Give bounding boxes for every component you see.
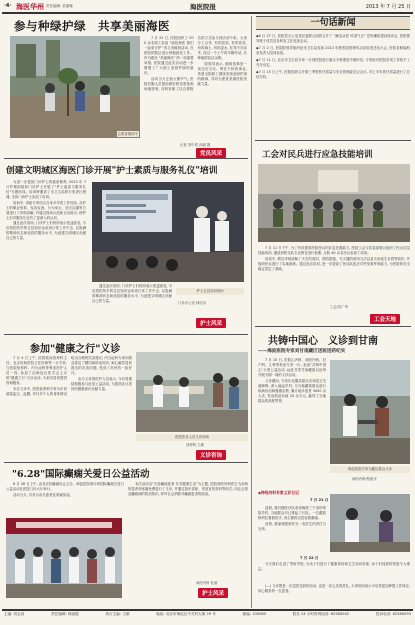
center-title: 海医院报 xyxy=(190,3,216,11)
masthead-rule xyxy=(2,12,413,14)
footer-item: 邮编: 100080 xyxy=(242,612,266,616)
paragraph: 6 月 28 日上午, 由北京抗癫痫协会主办、海淀医院承办的国际癫痫关爱日公益活动在医院门诊大厅举行。 xyxy=(6,482,124,491)
paragraph: 为进一步提高门诊护士的素质修养, 2013 年 7 月护理部组织门诊护士开展了"护士素质与服务礼仪"专题培训。培训特邀请了市卫生局的专家进行授课, 全体门诊护士参加了培训。 xyxy=(6,180,86,199)
section-tag: 护士风采 xyxy=(196,318,226,328)
union-body xyxy=(258,246,410,300)
article2-byline: 门诊办公室 林洁芬 xyxy=(178,301,207,305)
gannan-clinic-photo xyxy=(330,360,410,464)
paragraph: 本次义诊中, 医院营养科专家为市民测量血压、血糖, 并针对个人的身体情况给出合理的饮食建议; 内分泌科专家向群众普及了糖尿病防治知识, 耐心解答居民提出的各类问题, 受到了市民的一致好评。 xyxy=(6,356,132,396)
masthead xyxy=(2,2,413,12)
list-item: ◆7 月 2 日, 医院院领导组织赴市卫生局参加 2013 年度医院管理年活动检查总结大会, 医院各职能科室负责人陪同参加。 xyxy=(256,46,410,55)
section-tag: 党员风采 xyxy=(196,148,226,158)
section-rule xyxy=(4,334,248,335)
footer xyxy=(4,612,411,622)
union-title: 工会对民兵进行应急技能培训 xyxy=(262,150,373,160)
photo-caption: 海淀医院专家为藏区群众义诊 xyxy=(330,466,410,473)
article4-body-right xyxy=(128,482,248,578)
paragraph: 培训中, 教官详细讲解了火灾的成因、预防措施、灭火器的使用方法以及火场逃生自救等知识, 并组织民兵进行了实地演练。通过此次培训, 进一步提高了民兵队伍应对突发事件的能力, 为医院的安全稳定奠定了基础。 xyxy=(258,256,410,271)
section-rule xyxy=(255,140,411,141)
diary-body xyxy=(258,506,326,554)
paragraph: 此刻, 我深深感到作为一名医生的责任与光荣。 xyxy=(258,521,326,531)
section-rule xyxy=(255,326,411,327)
article3-byline: 营养科 王颖 xyxy=(186,443,205,447)
editor-credit: 责任编辑: 袁丽娜 xyxy=(46,4,73,8)
footer-item: 执行主编: 王颖 xyxy=(105,612,130,616)
article4-body-left xyxy=(6,482,124,516)
section-tag: 义诊咨询 xyxy=(196,450,226,460)
epilepsy-day-photo-art xyxy=(6,518,122,598)
paragraph: 7 月 4 日上午, 医院临床营养科主任、北京协和医院主任医师等一行专家, 与医院营养科、内分泌科等科室医护人员一同, 参加了由海淀区医学会主办的"健康之行"义诊活动, 为来访居民提供咨询服务。 xyxy=(6,356,67,385)
article4-byline: 神经内科 杜丽 xyxy=(196,581,218,585)
clinic-consultation-photo-art xyxy=(136,352,248,432)
paragraph: 培训中, 讲座专家结合自身多年的工作经验, 从护士的职业形象、仪容仪表、行为举止、语言沟通等方面进行了详细讲解, 并通过现场示范和互动练习, 使护士们对服务礼仪有了更深入的认识。 xyxy=(6,200,86,220)
article5-subtitle: ——海淀医院专家刘甘南藏区送医送药纪实 xyxy=(258,349,346,354)
article3-body xyxy=(6,356,132,454)
article1-body xyxy=(144,36,247,142)
paragraph: 今天我们走进了寄宿学校, 为孩子们进行了健康体检和卫生知识讲座, 孩子们纯真的笑脸令人难忘。 xyxy=(258,562,410,571)
paragraph: 清晨, 我们随医疗队来到海拔三千米的草原乡村, 当地群众早已排起了长队。一位藏族阿妈拉着我的手, 用生硬的汉语说着谢谢。 xyxy=(258,506,326,520)
paper-name: 海医华州 xyxy=(16,2,44,11)
photo-caption: 医院医务人员义诊现场 xyxy=(136,434,248,441)
page-number: ·4· xyxy=(4,3,12,9)
list-item: ◆7 月 15 日上午, 医院组织召开第三季度医疗质量与安全管理委员会会议, 对上半年医疗质量进行了总结分析。 xyxy=(256,70,410,79)
exam-photo-art xyxy=(330,494,410,552)
article5-title: 共铸中国心 义诊到甘南 xyxy=(268,336,378,347)
exam-photo xyxy=(330,494,410,552)
list-item: ◆7 月 11 日, 北京市卫生局专家一行到医院进行重点专科建设中期评估, 专家组对医院各项工作给予了充分肯定。 xyxy=(256,58,410,67)
article4-title: "6.28"国际癫痫关爱日公益活动 xyxy=(12,469,150,480)
article1-title: 参与种绿护绿 共享美丽海医 xyxy=(14,19,170,33)
sidebar-news-list xyxy=(256,34,410,138)
article5-body xyxy=(258,358,326,488)
issue-date: 2013 年 7 月 25 日 xyxy=(365,4,411,10)
diary-date-2: 7 月 22 日 xyxy=(300,556,319,560)
paragraph: (—) 义诊既是一次送医送药的活动, 也是一次心灵的洗礼, 大家纷纷表示今后将更加珍惜工作岗位, 用心服务每一位患者。 xyxy=(258,584,410,593)
diary-date: 7 月 21 日 xyxy=(310,498,329,502)
column-divider xyxy=(251,16,252,608)
paragraph: 参与义诊的医护人员表示, 今后将继续积极参与此类公益活动, 为提高社区居民的健康意识贡献力量。 xyxy=(71,376,132,391)
article3-title: 参加"健康之行"义诊 xyxy=(30,344,121,355)
list-item: ◆6 月 27 日, 医院党办公室及纪委联合组织召开了 "廉洁从医 风清气正" 党风廉政建设座谈会, 医院领导班子成员及各科室主任参加会议。 xyxy=(256,34,410,43)
diary-body-2 xyxy=(258,562,410,582)
footer-rule xyxy=(2,609,413,611)
article5-tail xyxy=(258,584,410,606)
paragraph: 通过此次培训, 门诊护士们纷纷表示受益匪浅, 今后将把所学的礼仪知识运用到日常工作中去, 以饱满的精神状态和优质的服务水平, 为创建文明城区贡献自己的力量。 xyxy=(6,221,86,240)
paragraph: 义诊期间, 专家们克服高原反应和语言交流障碍, 深入偏远乡村, 为当地藏族群众进行疾病诊治和健康宣教, 累计接诊患者 3000 余人次, 发放药品价值 20 余万元, 赢得了当地群众的高度赞誉。 xyxy=(258,378,326,403)
footer-item: 责任编辑: 林丽霞 xyxy=(51,612,79,616)
article5-byline: 神经内科/张振平 xyxy=(352,477,377,481)
paragraph: 7 月 11 日下午, 为了有效提高医院民兵的应急处置能力, 医院工会与武装部联合组织了民兵应急技能培训, 邀请消防支队专业教官进行授课, 全院 40 余名民兵参加了培训。 xyxy=(258,246,410,255)
etiquette-training-photo xyxy=(92,182,244,282)
section-rule xyxy=(4,462,248,463)
epilepsy-day-photo xyxy=(6,518,122,598)
section-tag: 工会天地 xyxy=(370,314,400,324)
article2-body-right xyxy=(92,284,172,332)
union-byline: 工会/武广军 xyxy=(330,305,349,309)
paragraph: 通过此次培训, 门诊护士们纷纷表示受益匪浅, 今后将把所学的礼仪知识运用到日常工作中去, 以饱满的精神状态和优质的服务水平, 为创建文明城区贡献自己的力量。 xyxy=(92,284,172,303)
paragraph: 活动当天正值大暑节气, 医院后勤人员提前做好树苗准备和场地规划, 各科室职工以自愿报名的方式参与到活动中来。大家分工合作, 有的挖坑, 有的扶苗, 有的填土, 有的浇水, 忙得不亦乐乎, 经过一个上午的辛勤劳动, 共种植树苗百余株。 xyxy=(144,36,247,91)
diary-title: ◆神经内科专家义诊日记 xyxy=(258,490,299,495)
sidebar-news-header xyxy=(256,16,410,30)
paragraph: 7 月 15 日, 医院心内科、神经内科、妇产科、儿科等科室专家一行, 参加"共铸中国心"大型公益活动, 远赴甘肃甘南藏族自治州开展为期一周的义诊活动。 xyxy=(258,358,326,377)
photo-caption: 志愿者植树中 xyxy=(117,131,138,136)
sidebar-news-title: 一句话新闻 xyxy=(310,18,356,28)
article2-title: 创建文明城区海医门诊开展"护士素质与服务礼仪"培训 xyxy=(6,166,218,176)
tree-planting-photo xyxy=(10,36,140,138)
article1-byline: 记者 刘中青 孙丽 摄 xyxy=(180,143,211,147)
article2-body-left xyxy=(6,180,86,332)
photo-caption: 护士礼仪培训现场 xyxy=(176,288,244,295)
footer-item: 院长 24 小时咨询电话: 62580042 xyxy=(292,612,350,616)
paragraph: 院领导表示, 植树造林是一项功在当代、利在千秋的事业, 希望全院职工继续发扬爱绿护绿的精神, 共同为建设美丽医院贡献力量。 xyxy=(197,61,247,86)
militia-training-photo-art xyxy=(258,164,410,242)
paragraph: 7 月 22 日, 医院组织了 200 余名职工参加 "绿色海医 我们一起来守护" 的义务植树活动, 在医院的院区进行种植绿化工作。作为建设 "美丽海医" 的一项重要举措, 医院通过此次活动进一步增强了广大职工爱绿护绿的意识。 xyxy=(144,36,194,75)
section-rule xyxy=(4,158,248,159)
gannan-clinic-photo-art xyxy=(330,360,410,464)
footer-item: 主编: 刘志高 xyxy=(4,612,25,616)
militia-training-photo xyxy=(258,164,410,242)
paragraph: 本次活动以"关爱癫痫患者 共享健康生活"为主题, 医院神经内科医生为到场的患者和家属免费进行了义诊, 并通过知识讲座、发放宣传资料等形式, 向社会普及癫痫病的防治知识, 呼吁社会消除对癫痫患者的歧视。 xyxy=(128,482,248,496)
section-tag: 护士风采 xyxy=(198,588,228,598)
footer-item: 地址: 北京市海淀区中关村大街 29 号 xyxy=(156,612,216,616)
tree-planting-photo-art xyxy=(10,36,140,138)
paragraph: 活动当天, 共有百余名患者及家属参加。 xyxy=(13,492,73,497)
footer-item: 投诉电话: 62580093 xyxy=(375,612,411,616)
etiquette-training-photo-art xyxy=(92,182,244,282)
clinic-consultation-photo xyxy=(136,352,248,432)
